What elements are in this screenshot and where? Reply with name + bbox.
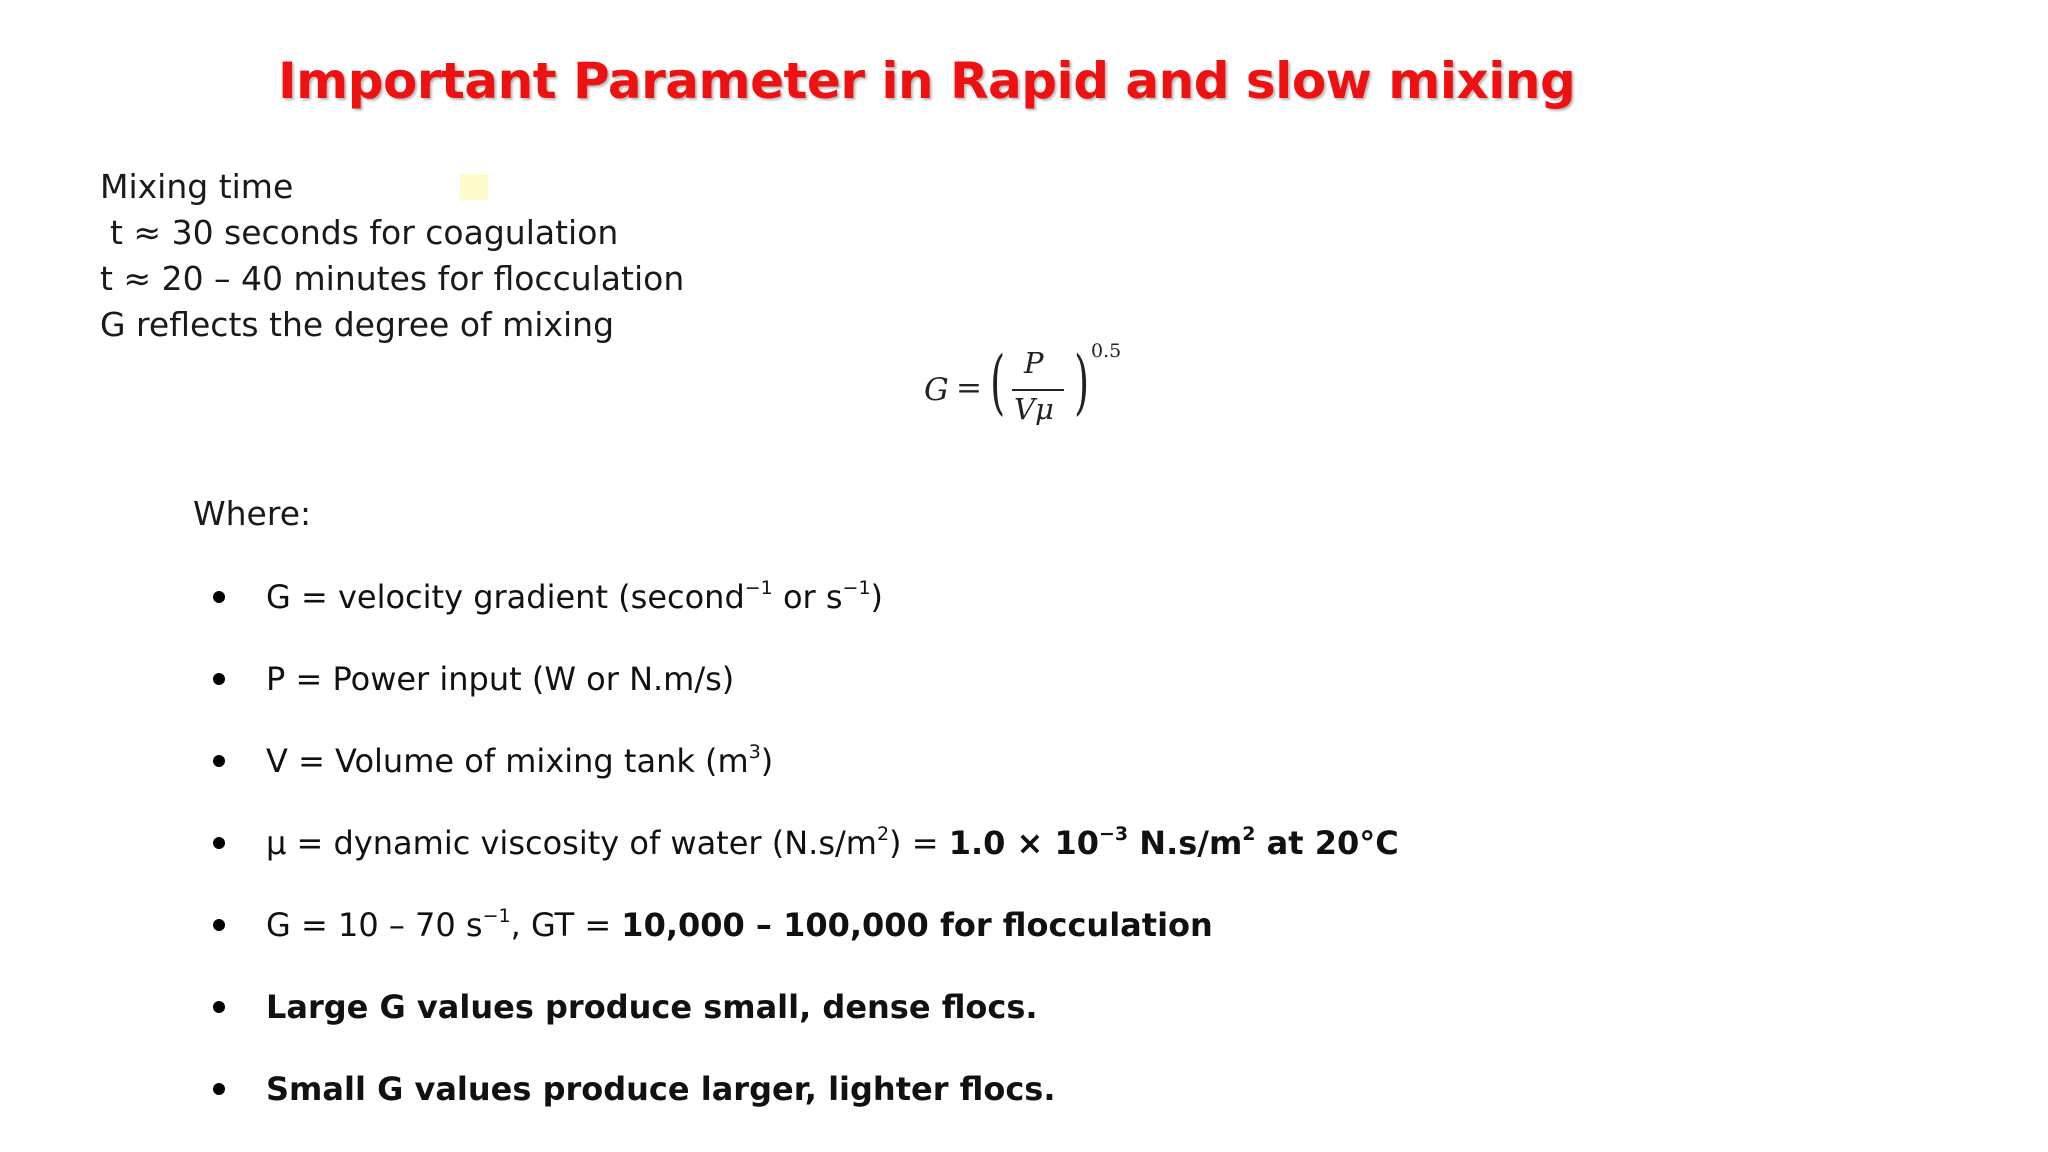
bullet-icon (213, 1001, 225, 1013)
formula-lhs: G (924, 372, 949, 408)
bullet-icon (213, 1083, 225, 1095)
slide-title: Important Parameter in Rapid and slow mixing (278, 52, 1576, 110)
flocculation-time-line: t ≈ 20 – 40 minutes for flocculation (100, 259, 685, 298)
formula-denominator: Vμ (1014, 392, 1054, 426)
list-item: G = 10 – 70 $s^{-1}$, GT = 10,000 – 100,000 for flocculation (204, 902, 1399, 984)
definitions-list (204, 574, 1399, 1148)
velocity-gradient-formula (920, 340, 1140, 440)
bullet-icon (213, 919, 225, 931)
bullet-icon (213, 591, 225, 603)
bullet-icon (213, 755, 225, 767)
bullet-icon (213, 837, 225, 849)
intro-text-block (100, 164, 684, 348)
formula-left-paren: ( (990, 341, 1006, 423)
mixing-time-heading: Mixing time (100, 167, 294, 206)
list-item: μ = dynamic viscosity of water $(N.s/m^2) = 1.0 \times 10^{-3}$ $N.s/m^2$ at 20°C (204, 820, 1399, 902)
coagulation-time-line: t ≈ 30 seconds for coagulation (110, 213, 619, 252)
formula-numerator: P (1024, 346, 1044, 380)
list-item: V = Volume of mixing tank $(m^3)$ (204, 738, 1399, 820)
formula-exponent: 0.5 (1091, 340, 1122, 362)
where-label: Where: (193, 494, 312, 533)
list-item: G = velocity gradient (second$^{-1}$ or $s^{-1}$) (204, 574, 1399, 656)
formula-right-paren: ) (1074, 341, 1090, 423)
list-item: Small G values produce larger, lighter flocs. (204, 1066, 1399, 1148)
bullet-icon (213, 673, 225, 685)
formula-fraction-bar (1012, 389, 1064, 391)
formula-equals: = (956, 370, 982, 406)
list-item: Large G values produce small, dense flocs. (204, 984, 1399, 1066)
list-item: P = Power input (W or N.m/s) (204, 656, 1399, 738)
g-description-line: G reflects the degree of mixing (100, 305, 615, 344)
